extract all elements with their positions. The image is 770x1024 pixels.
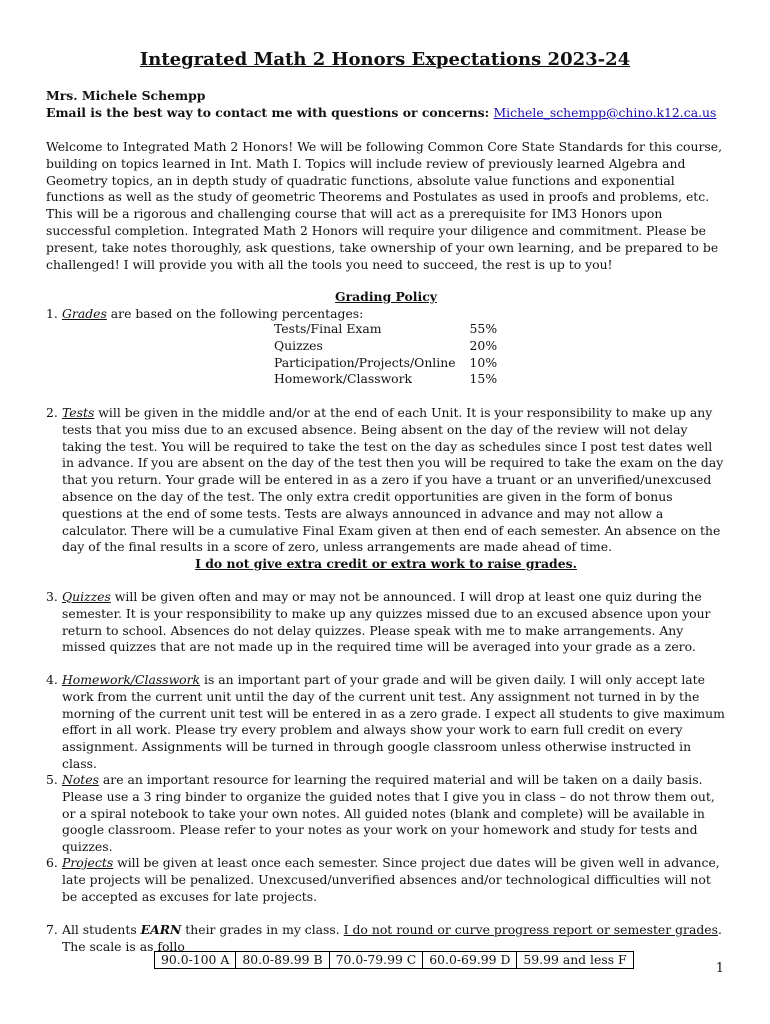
- list-item-homework: [46, 672, 726, 773]
- item-text: will be given in the middle and/or at the end of each Unit. It is your responsibility to make up any tests that you miss due to an excused absence. Being absent on the day of the review will not delay taking the test. You will be required to take the test on the day as schedules since I post test dates well in advance. If you are absent on the day of the test then you will be required to take the exam on the day that you return. Your grade will be entered in as a zero if you have a truant or an unverified/unexcused absence on the day of the test. The only extra credit opportunities are given in the form of bonus questions at the end of some tests. Tests are always announced in advance and may not allow a calculator. There will be a cumulative Final Exam given at then end of each semester. An absence on the day of the final results in a score of zero, unless arrangements are made ahead of time.: [62, 405, 724, 555]
- category: Homework/Classwork: [274, 371, 413, 387]
- item-term: Quizzes: [62, 589, 111, 604]
- item-term: Notes: [62, 772, 99, 787]
- contact-label: Email is the best way to contact me with questions or concerns:: [46, 104, 490, 120]
- percent: 10%: [469, 354, 498, 370]
- scale-cell: 90.0-100 A: [155, 952, 236, 969]
- intro-paragraph: Welcome to Integrated Math 2 Honors! We will be following Common Core State Standards for this course, building on topics learned in Int. Math I. Topics will include review of previously learned Algebra and Geometry topics, an in depth study of quadratic functions, absolute value functions and exponential functions as well as the study of geometric Theorems and Postulates as used in proofs and problems, etc. This will be a rigorous and challenging course that will act as a prerequisite for IM3 Honors upon successful completion. Integrated Math 2 Honors will require your diligence and commitment. Please be present, take notes thoroughly, ask questions, take ownership of your own learning, and be prepared to be challenged! I will provide you with all the tools you need to succeed, the rest is up to you!: [46, 139, 723, 272]
- no-extra-credit-notice: I do not give extra credit or extra work to raise grades.: [195, 556, 577, 571]
- percent: 55%: [469, 321, 498, 336]
- list-item-projects: [46, 855, 726, 905]
- item-text: will be given at least once each semester. Since project due dates will be given well in advance, late projects will be penalized. Unexcused/unverified absences and/or technological difficulties will not be accepted as excuses for late projects.: [62, 855, 720, 904]
- item-term: Homework/Classwork: [62, 672, 201, 687]
- item-text: will be given often and may or may not be announced. I will drop at least one quiz during the semester. It is your responsibility to make up any quizzes missed due to an excused absence upon your return to school. Absences do not delay quizzes. Please speak with me to make arrangements. Any missed quizzes that are not made up in the required time will be averaged into your grade as a zero.: [62, 589, 711, 655]
- list-item-notes: [46, 772, 726, 856]
- table-row: [274, 338, 497, 355]
- percent: 20%: [469, 337, 498, 353]
- item-term: Tests: [62, 405, 95, 420]
- item-number: 7.: [46, 922, 58, 937]
- page-number: 1: [715, 961, 724, 976]
- category: Quizzes: [274, 337, 323, 353]
- item-number: 3.: [46, 589, 58, 604]
- item-number: 2.: [46, 405, 58, 420]
- percent: 15%: [469, 371, 498, 387]
- table-row: [274, 321, 497, 338]
- table-row: [274, 355, 497, 372]
- category: Participation/Projects/Online: [274, 354, 456, 370]
- grade-scale-table: [154, 951, 634, 969]
- underlined-text: I do not round or curve progress report or semester grades: [343, 922, 718, 937]
- item-text: . The scale is as follo: [62, 922, 722, 954]
- table-row: [274, 371, 497, 388]
- scale-cell: 70.0-79.99 C: [329, 952, 423, 969]
- scale-cell: 60.0-69.99 D: [423, 952, 517, 969]
- contact-block: [46, 88, 726, 122]
- page-title: Integrated Math 2 Honors Expectations 2023-24: [139, 49, 631, 70]
- grading-policy-heading: Grading Policy: [335, 289, 437, 304]
- item-term: Grades: [62, 306, 107, 321]
- list-item-quizzes: [46, 589, 726, 656]
- list-item-tests: [46, 405, 726, 556]
- email-link[interactable]: Michele_schempp@chino.k12.ca.us: [493, 104, 717, 120]
- item-text: their grades in my class.: [181, 922, 344, 937]
- item-text: All students: [62, 922, 141, 937]
- table-row: [155, 952, 634, 969]
- item-number: 5.: [46, 772, 58, 787]
- category: Tests/Final Exam: [274, 321, 382, 336]
- item-text: are based on the following percentages:: [106, 306, 364, 321]
- item-text: are an important resource for learning the required material and will be taken on a daily basis. Please use a 3 ring binder to organize the guided notes that I give you in class – do not throw them out, or a spiral notebook to take your own notes. All guided notes (blank and complete) will be available in google classroom. Please refer to your notes as your work on your homework and study for tests and quizzes.: [62, 772, 715, 855]
- scale-cell: 59.99 and less F: [517, 952, 633, 969]
- item-term: EARN: [140, 922, 182, 937]
- item-term: Projects: [62, 855, 114, 870]
- scale-cell: 80.0-89.99 B: [236, 952, 329, 969]
- contact-line: [46, 105, 726, 122]
- item-number: 1.: [46, 306, 58, 321]
- item-number: 4.: [46, 672, 58, 687]
- teacher-name: Mrs. Michele Schempp: [46, 88, 206, 103]
- item-text: is an important part of your grade and will be given daily. I will only accept late work from the current unit until the day of the current unit test. Any assignment not turned in by the morning of the current unit test will be entered in as a zero grade. I expect all students to give maximum effort in all work. Please try every problem and always show your work to earn full credit on every assignment. Assignments will be turned in through google classroom unless otherwise instructed in class.: [62, 672, 725, 771]
- item-number: 6.: [46, 855, 58, 870]
- percentage-table: [274, 321, 497, 388]
